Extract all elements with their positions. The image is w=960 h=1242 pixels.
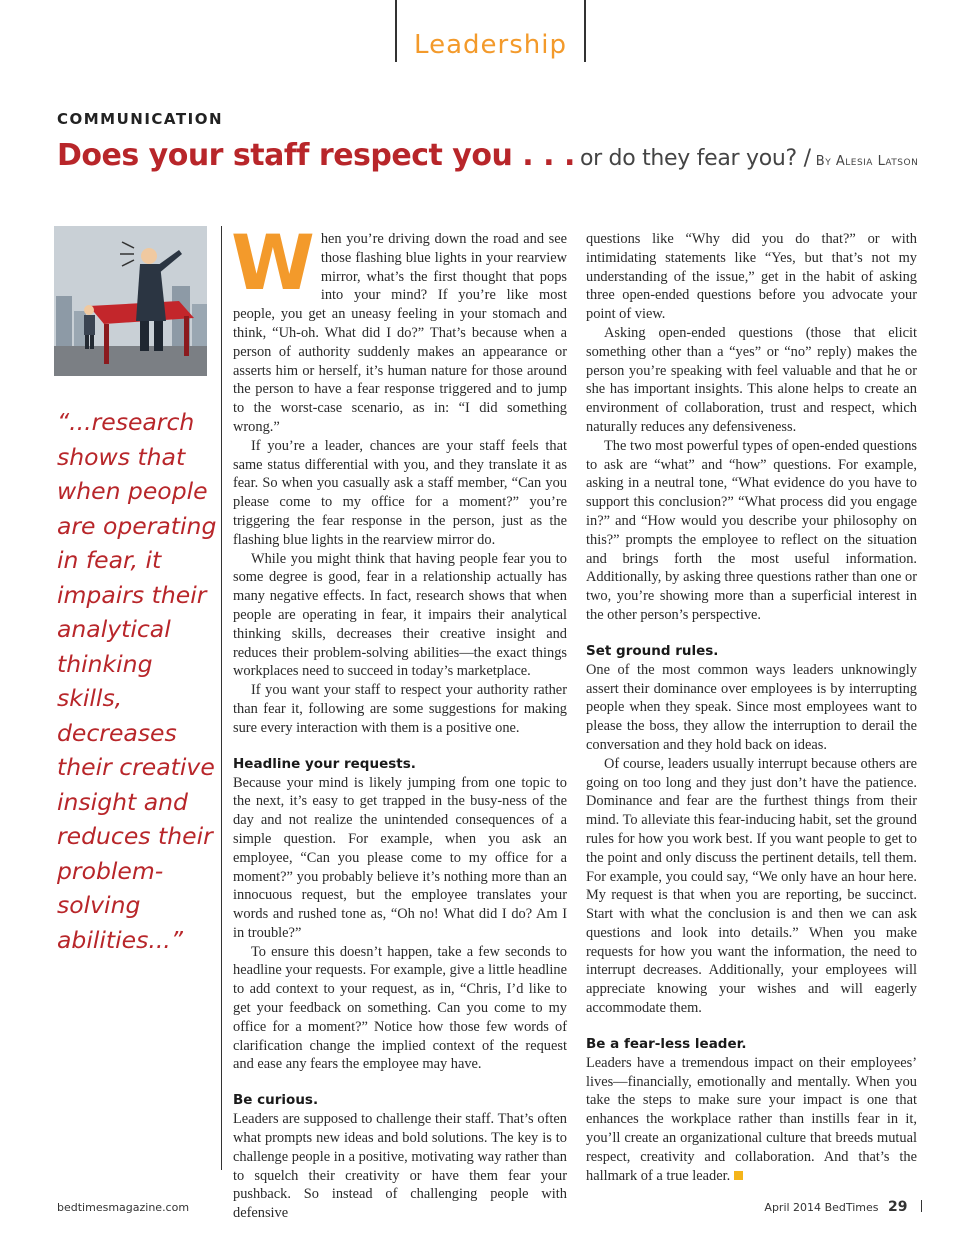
paragraph: One of the most common ways leaders unknowingly assert their dominance over employees is by interrupting people when they speak. Since most employees want to please the boss, they allow the interruption to derail the conversation and they hold back on ideas. xyxy=(586,661,917,753)
paragraph: The two most powerful types of open-ended questions to ask are “what” and “how” questions. For example, asking in a neutral tone, “What evidence do you have to support this conclusion?” “What process did you engage in?” and “How would you describe your philosophy on this?” prompts the employee to reflect on the situation and brings forth the most useful information. Additionally, by asking three questions rather than one or two, you’re showing more than a superficial interest in the other person’s perspective. xyxy=(586,437,917,623)
end-mark-icon xyxy=(734,1171,743,1180)
paragraph: Because your mind is likely jumping from one topic to the next, it’s easy to get trapped in the busy-ness of the day and not realize the unintended consequences of a simple question. For example, when you ask an employee, “Can you please come to my office for a moment?” you probably believe it’s nothing more than an innocuous request, but the employee translates your words and rushed tone as, “Oh no! What did I do? Am I in trouble?” xyxy=(233,774,567,941)
paragraph: Asking open-ended questions (those that elicit something other than a “yes” or “no” reply) makes the person you’re speaking with feel valuable and that he or she has important insights. This alone helps to create an environment of collaboration, trust and respect, which naturally reduces any defensiveness. xyxy=(586,324,917,435)
headline-main: Does your staff respect you . . . xyxy=(57,138,575,173)
footer-rule xyxy=(921,1200,922,1212)
headline-sub: or do they fear you? / xyxy=(579,146,811,171)
subhead-be-curious: Be curious. xyxy=(233,1092,319,1109)
header-rule-right xyxy=(584,0,586,62)
subhead-set-ground-rules: Set ground rules. xyxy=(586,642,719,659)
section-title: Leadership xyxy=(414,30,567,60)
footer-magazine: BedTimes xyxy=(824,1201,879,1214)
page-number: 29 xyxy=(888,1199,908,1215)
kicker: COMMUNICATION xyxy=(57,110,223,128)
paragraph-final xyxy=(586,1054,917,1186)
article-column-1 xyxy=(231,218,567,1223)
paragraph-text: Leaders have a tremendous impact on their employees’ lives—financially, emotionally and mentally. When you take the steps to make sure your impact is one that enhances the workplace rather than instills fear in it, you’ll create an organizational culture that breeds mutual respect, creativity and collaboration. And that’s the hallmark of a true leader. xyxy=(586,1054,917,1184)
drop-cap: W xyxy=(231,218,315,307)
pull-quote: “...research shows that when people are operating in fear, it impairs their analytical thinking skills, decreases their creative insight and reduces their problem-solving abilities...” xyxy=(57,408,217,954)
paragraph: While you might think that having people fear you to some degree is good, fear in a relationship actually has many negative effects. In fact, research shows that when people are operating in fear, it impairs their analytical thinking skills, decreases their creative insight and reduces their problem-solving abilities—the exact things workplaces need to succeed in today’s marketplace. xyxy=(233,550,567,680)
illustration-boss-yelling xyxy=(54,226,207,376)
paragraph: Leaders are supposed to challenge their staff. That’s often what prompts new ideas and bold solutions. The key is to challenge people in a positive, motivating way rather than to squelch their creativity or have them fear your pushback. So instead of challenging people with defensive xyxy=(233,1111,567,1222)
paragraph: If you’re a leader, chances are your staff feels that same status differential with you, and they translate it as fear. So when you casually ask a staff member, “Can you please come to my office for a moment?” you’re triggering the fear response in the person, just as the flashing blue lights in the rearview mirror do. xyxy=(233,437,567,548)
footer-issue: April 2014 xyxy=(764,1201,822,1214)
paragraph: To ensure this doesn’t happen, take a few seconds to headline your requests. For example, give a little headline to add context to your request, as in, “Chris, I’d like to get your feedback on something. Can you come to my office for a moment?” Notice how those few words of clarification change the implied context of the request and ease any fears the employee may have. xyxy=(233,943,567,1073)
article-column-2 xyxy=(586,230,917,1185)
paragraph: If you want your staff to respect your authority rather than fear it, following are some suggestions for making sure every interaction with them is a positive one. xyxy=(233,682,567,736)
footer-info xyxy=(764,1199,922,1215)
headline xyxy=(57,138,937,173)
subhead-fear-less-leader: Be a fear-less leader. xyxy=(586,1035,747,1052)
paragraph: Of course, leaders usually interrupt because others are going on too long and they just don’t have the patience. Dominance and fear are the furthest things from their mind. To alleviate this fear-inducing habit, set the ground rules for how you work best. If you want people to get to the point and only discuss the pertinent details, tell them. For example, you could say, “We only have an hour here. My request is that when you are reporting, be succinct. Start with what the conclusion is and then we can ask questions and look into details.” When you make requests for how you want the information, the need to interrupt decreases. Additionally, your employees will appreciate knowing your wishes and will eagerly accommodate them. xyxy=(586,755,917,1017)
subhead-headline-requests: Headline your requests. xyxy=(233,755,416,772)
paragraph: questions like “Why did you do that?” or with intimidating statements like “Yes, but that’s not my understanding of the issue,” get in the habit of asking three open-ended questions before you advocate your point of view. xyxy=(586,231,917,323)
column-divider xyxy=(221,226,222,1170)
paragraph: hen you’re driving down the road and see those flashing blue lights in your rearview mirror, what’s the first thought that pops into your mind? If you’re like most people, you get an uneasy feeling in your stomach and think, “Uh-oh. What did I do?” That’s because when a person of authority suddenly makes an appearance or asserts him or herself, it’s human nature for those around the person to have a fear response triggered and to jump to the worst-case scenario, as in: “I did something wrong.” xyxy=(233,231,567,435)
footer-url: bedtimesmagazine.com xyxy=(57,1201,190,1214)
byline: By Alesia Latson xyxy=(815,154,919,169)
